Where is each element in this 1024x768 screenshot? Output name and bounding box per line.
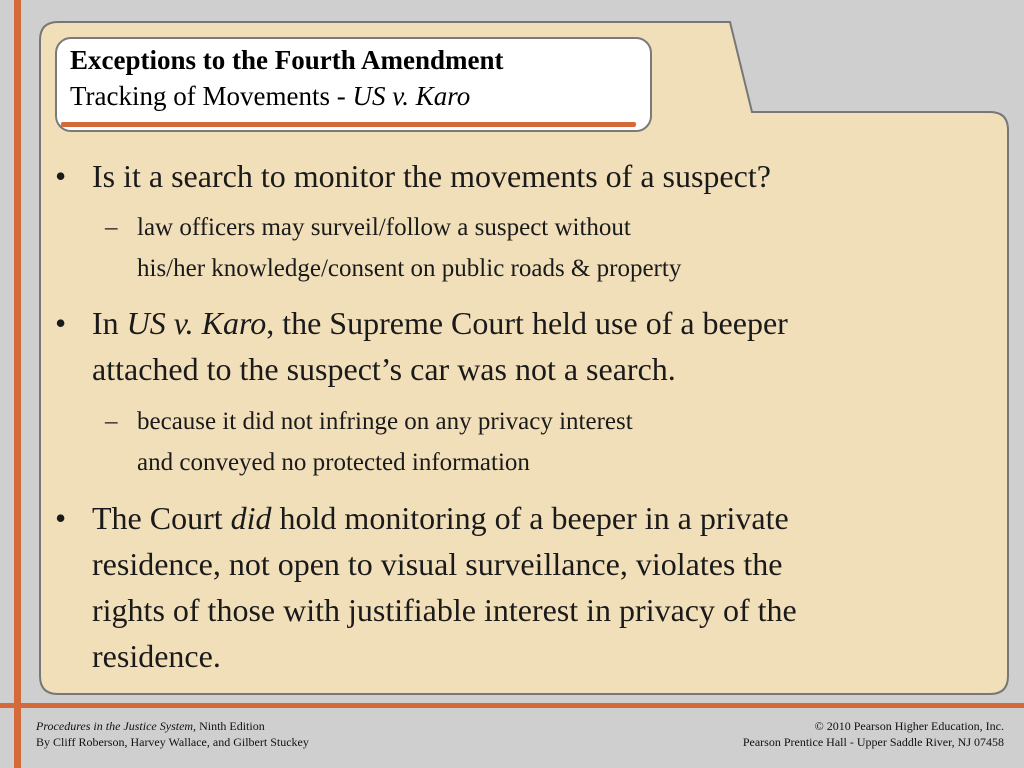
subtitle-prefix: Tracking of Movements - [70,81,353,111]
bullet-text: Is it a search to monitor the movements of a suspect? [92,158,771,194]
footer-divider [0,703,1024,708]
bullet-text: rights of those with justifiable interest in privacy of the [92,592,797,628]
bullet-text: residence. [92,638,221,674]
book-title: Procedures in the Justice System, [36,719,197,733]
copyright-line: © 2010 Pearson Higher Education, Inc. [814,719,1004,733]
bullet-text-segment: , the Supreme Court held use of a beeper [266,305,788,341]
footer-book-title [36,718,309,734]
bullet-marker: • [55,500,67,536]
bullet-text: attached to the suspect’s car was not a search. [92,351,676,387]
slide-title: Exceptions to the Fourth Amendment [70,45,504,75]
subpoint-text-line: and conveyed no protected information [137,449,530,476]
book-edition: Ninth Edition [196,719,265,733]
publisher-line: Pearson Prentice Hall - Upper Saddle River, NJ 07458 [742,735,1004,749]
subpoint-text-line: law officers may surveil/follow a suspect without [137,214,631,241]
bullet-text-segment: In [92,305,127,341]
bullet-text: residence, not open to visual surveillance, violates the [92,546,783,582]
footer-copyright [743,718,1004,750]
bullet-marker: • [55,158,67,194]
bullet-text [92,301,788,345]
footer-book-info [36,718,309,750]
case-name: US v. Karo [126,305,267,341]
subtitle-case-name: US v. Karo [352,81,471,111]
emphasis-text: did [230,500,272,536]
subpoint-marker: – [105,214,118,241]
bullet-text [92,496,789,540]
bullet-text-segment: The Court [92,500,231,536]
bullet-text-segment: hold monitoring of a beeper in a private [271,500,789,536]
bullet-marker: • [55,305,67,341]
subpoint-text-line: because it did not infringe on any privacy interest [137,408,633,435]
subpoint-marker: – [105,408,118,435]
subpoint-text-line: his/her knowledge/consent on public roads & property [137,255,682,282]
footer-authors: By Cliff Roberson, Harvey Wallace, and Gilbert Stuckey [36,735,309,749]
